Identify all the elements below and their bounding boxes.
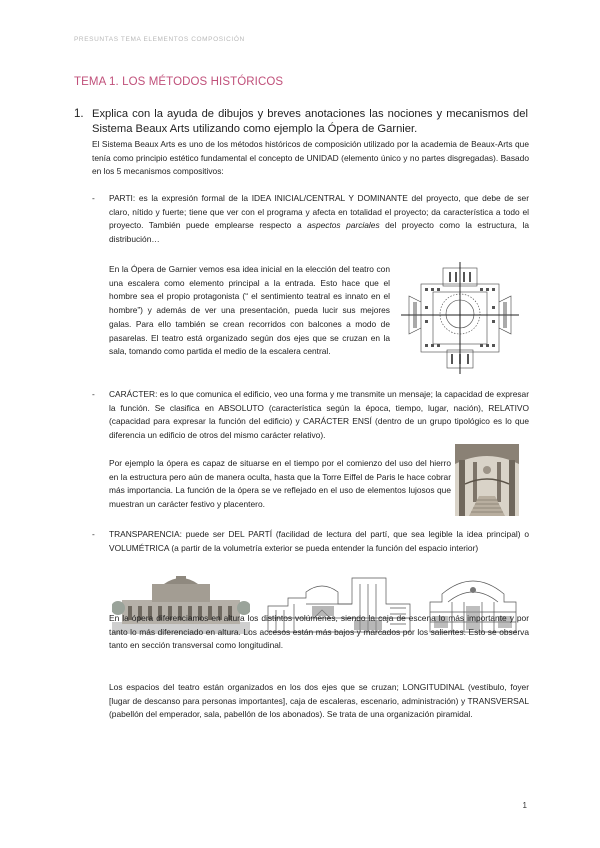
question-number: 1. xyxy=(74,108,84,120)
bullet-dash: - xyxy=(92,389,95,399)
bullet-caracter: CARÁCTER: es lo que comunica el edificio, veo una forma y me transmite un mensaje; la capacidad de expresar la función. Se clasifica en ABSOLUTO (característica según la época, tiempo, lugar, nación), RELATIVO (capacidad para expresar la función del edificio) y CARÁCTER ENSÍ (dentro de un grupo tipológico es lo que diferencia un edificio de otros del mismo carácter relativo). xyxy=(109,389,529,441)
transparencia-example-paragraph: En la ópera diferenciamos en altura los distintos volúmenes, siendo la caja de escena lo más importante y por tanto lo más diferenciado en altura. Los accesos están más bajos y marcados por los salientes. Esto se observa tanto en sección transversal como longitudinal. xyxy=(109,613,529,651)
opera-floor-plan-image xyxy=(399,262,521,374)
bullet-dash: - xyxy=(92,529,95,539)
bullet-dash: - xyxy=(92,193,95,203)
parti-text-start: PARTI: es la expresión formal de la IDEA INICIAL/CENTRAL Y DOMINANTE del proyecto, que debe de ser claro, nítido y fuerte; tiene que ver con el programa y afecta en totalidad el proyecto; da característica a todo el proyecto. También puede emplearse respecto a xyxy=(109,193,529,231)
bullet-parti xyxy=(109,192,529,247)
parti-text-end: del proyecto como la estructura, la distribución… xyxy=(109,220,529,245)
running-header: PRESUNTAS TEMA ELEMENTOS COMPOSICIÓN xyxy=(74,36,245,43)
espacios-paragraph: Los espacios del teatro están organizados en los dos ejes que se cruzan; LONGITUDINAL (vestíbulo, foyer [lugar de descanso para personas importantes], caja de escaleras, escenario, administración) y TRANSVERSAL (pabellón del emperador, sala, pabellón de los abonados). Se trata de una organización piramidal. xyxy=(109,682,529,720)
question-text: Explica con la ayuda de dibujos y breves anotaciones las nociones y mecanismos del Sistema Beaux Arts utilizando como ejemplo la Ópera de Garnier. xyxy=(92,108,528,135)
parti-italic: aspectos parciales xyxy=(307,220,380,231)
caracter-example-paragraph: Por ejemplo la ópera es capaz de situarse en el tiempo por el comienzo del uso del hierro en la estructura pero aún de manera oculta, hasta que la Torre Eiffel de Paris le hace cobrar más importancia. La función de la ópera se ve reflejado en el uso de elementos lujosos que muestran un carácter festivo y placentero. xyxy=(109,458,451,510)
opera-staircase-image xyxy=(455,444,519,516)
intro-paragraph: El Sistema Beaux Arts es uno de los métodos históricos de composición utilizado por la academia de Beaux-Arts que tenía como principio estético fundamental el concepto de UNIDAD (elemento único y no partes disgregadas). Basado en los 5 mecanismos compositivos: xyxy=(92,139,529,177)
page-number: 1 xyxy=(522,801,527,810)
bullet-transparencia: TRANSPARENCIA: puede ser DEL PARTÍ (facilidad de lectura del partí, que sea legible la idea principal) o VOLUMÉTRICA (a partir de la volumetría exterior se pueda entender la función del espacio interior) xyxy=(109,529,529,553)
parti-example-paragraph: En la Ópera de Garnier vemos esa idea inicial en la elección del teatro con una escalera como elemento principal a la entrada. Esto hace que el hombre sea el propio protagonista (“ el sentimiento teatral es innato en el hombre”) y además de ver una presentación, pueda lucir sus mejores galas. Para ello también se crean recorridos con balcones a modo de pasarelas. El teatro está organizado según dos ejes que se cruzan en la sala, tomando como partida el medio de la escalera central. xyxy=(109,264,390,357)
section-title: TEMA 1. LOS MÉTODOS HISTÓRICOS xyxy=(74,76,284,88)
